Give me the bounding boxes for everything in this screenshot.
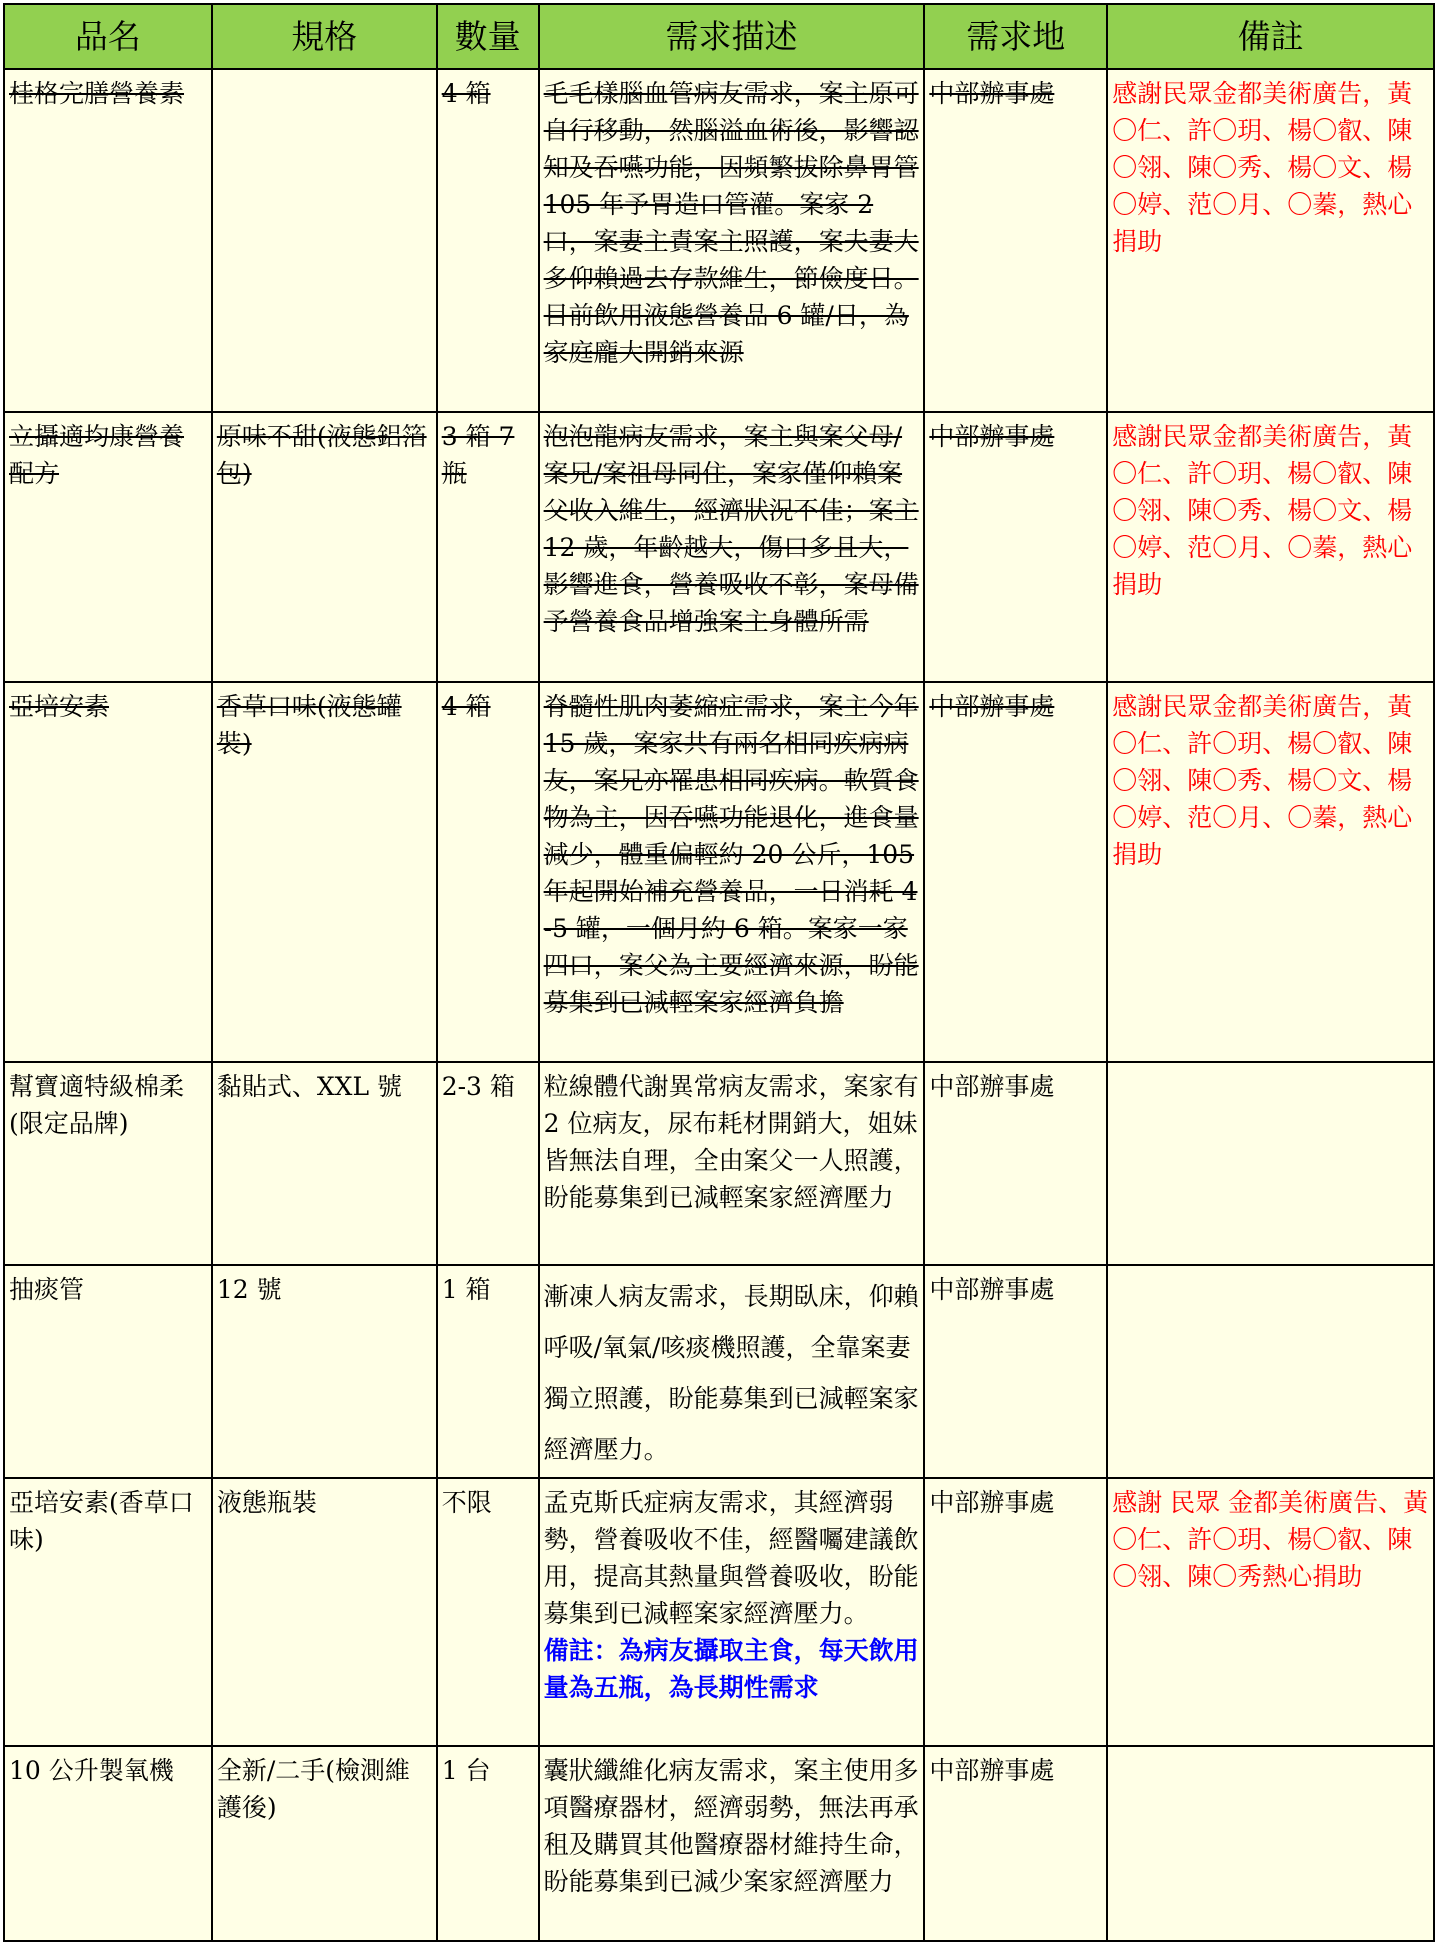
quantity-cell: 3 箱 7 瓶: [437, 412, 539, 682]
header-quantity: 數量: [437, 4, 539, 69]
table-row: [4, 682, 1434, 1062]
header-note: 備註: [1107, 4, 1434, 69]
location-cell: 中部辦事處: [924, 412, 1107, 682]
spec-cell: 香草口味(液態罐裝): [212, 682, 437, 1062]
note-cell: [1107, 1062, 1434, 1265]
header-location: 需求地: [924, 4, 1107, 69]
header-spec: 規格: [212, 4, 437, 69]
header-item-name: 品名: [4, 4, 212, 69]
location-cell: 中部辦事處: [924, 1478, 1107, 1746]
table-row: [4, 1265, 1434, 1478]
location-cell: 中部辦事處: [924, 682, 1107, 1062]
description-cell: 囊狀纖維化病友需求，案主使用多項醫療器材，經濟弱勢，無法再承租及購買其他醫療器材維持生命，盼能募集到已減少案家經濟壓力: [539, 1746, 925, 1941]
description-cell: 粒線體代謝異常病友需求，案家有 2 位病友，尿布耗材開銷大，姐妹皆無法自理，全由案父一人照護，盼能募集到已減輕案家經濟壓力: [539, 1062, 925, 1265]
description-remark: 備註：為病友攝取主食，每天飲用量為五瓶，為長期性需求: [543, 1636, 919, 1702]
note-cell: [1107, 1265, 1434, 1478]
quantity-cell: 4 箱: [437, 682, 539, 1062]
item-name-cell: 亞培安素: [4, 682, 212, 1062]
spec-cell: 液態瓶裝: [212, 1478, 437, 1746]
note-cell: 感謝民眾金都美術廣告，黃〇仁、許〇玥、楊〇叡、陳〇翎、陳〇秀、楊〇文、楊〇婷、范〇月、〇蓁，熱心捐助: [1107, 412, 1434, 682]
note-cell: 感謝民眾金都美術廣告，黃〇仁、許〇玥、楊〇叡、陳〇翎、陳〇秀、楊〇文、楊〇婷、范〇月、〇蓁，熱心捐助: [1107, 69, 1434, 412]
location-cell: 中部辦事處: [924, 1062, 1107, 1265]
description-cell: 泡泡龍病友需求，案主與案父母/案兄/案祖母同住，案家僅仰賴案父收入維生，經濟狀況不佳；案主 12 歲，年齡越大，傷口多且大，影響進食，營養吸收不彰，案母備予營養食品增強案主身體所需: [539, 412, 925, 682]
table-row: [4, 412, 1434, 682]
location-cell: 中部辦事處: [924, 1746, 1107, 1941]
table-row: [4, 69, 1434, 412]
table-row: [4, 1746, 1434, 1941]
header-description: 需求描述: [539, 4, 925, 69]
table-row: [4, 1478, 1434, 1746]
note-cell: 感謝 民眾 金都美術廣告、黃〇仁、許〇玥、楊〇叡、陳〇翎、陳〇秀熱心捐助: [1107, 1478, 1434, 1746]
item-name-cell: 桂格完膳營養素: [4, 69, 212, 412]
quantity-cell: 2-3 箱: [437, 1062, 539, 1265]
item-name-cell: 幫寶適特級棉柔(限定品牌): [4, 1062, 212, 1265]
quantity-cell: 1 台: [437, 1746, 539, 1941]
quantity-cell: 4 箱: [437, 69, 539, 412]
description-cell: [539, 1478, 925, 1746]
description-cell: 毛毛樣腦血管病友需求，案主原可自行移動，然腦溢血術後，影響認知及吞嚥功能，因頻繁拔除鼻胃管 105 年予胃造口管灌。案家 2 口，案妻主責案主照護，案夫妻大多仰賴過去存款維生，節儉度日。目前飲用液態營養品 6 罐/日，為家庭龐大開銷來源: [539, 69, 925, 412]
item-name-cell: 亞培安素(香草口味): [4, 1478, 212, 1746]
item-name-cell: 抽痰管: [4, 1265, 212, 1478]
description-text: 孟克斯氏症病友需求，其經濟弱勢，營養吸收不佳，經醫囑建議飲用，提高其熱量與營養吸收，盼能募集到已減輕案家經濟壓力。: [543, 1488, 919, 1628]
description-cell: 脊髓性肌肉萎縮症需求，案主今年 15 歲，案家共有兩名相同疾病病友，案兄亦罹患相同疾病。軟質食物為主，因吞嚥功能退化，進食量減少，體重偏輕約 20 公斤，105 年起開始補充營養品，一日消耗 4-5 罐，一個月約 6 箱。案家一家四口，案父為主要經濟來源，盼能募集到已減輕案家經濟負擔: [539, 682, 925, 1062]
header-row: [4, 4, 1434, 69]
spec-cell: 全新/二手(檢測維護後): [212, 1746, 437, 1941]
location-cell: 中部辦事處: [924, 69, 1107, 412]
spec-cell: 12 號: [212, 1265, 437, 1478]
location-cell: 中部辦事處: [924, 1265, 1107, 1478]
quantity-cell: 1 箱: [437, 1265, 539, 1478]
item-name-cell: 立攝適均康營養配方: [4, 412, 212, 682]
spec-cell: 黏貼式、XXL 號: [212, 1062, 437, 1265]
quantity-cell: 不限: [437, 1478, 539, 1746]
table-row: [4, 1062, 1434, 1265]
note-cell: [1107, 1746, 1434, 1941]
spec-cell: 原味不甜(液態鋁箔包): [212, 412, 437, 682]
note-cell: 感謝民眾金都美術廣告，黃〇仁、許〇玥、楊〇叡、陳〇翎、陳〇秀、楊〇文、楊〇婷、范〇月、〇蓁，熱心捐助: [1107, 682, 1434, 1062]
description-cell: 漸凍人病友需求，長期臥床，仰賴呼吸/氧氣/咳痰機照護，全靠案妻獨立照護，盼能募集到已減輕案家經濟壓力。: [539, 1265, 925, 1478]
spec-cell: [212, 69, 437, 412]
donation-needs-table: [3, 3, 1435, 1942]
item-name-cell: 10 公升製氧機: [4, 1746, 212, 1941]
